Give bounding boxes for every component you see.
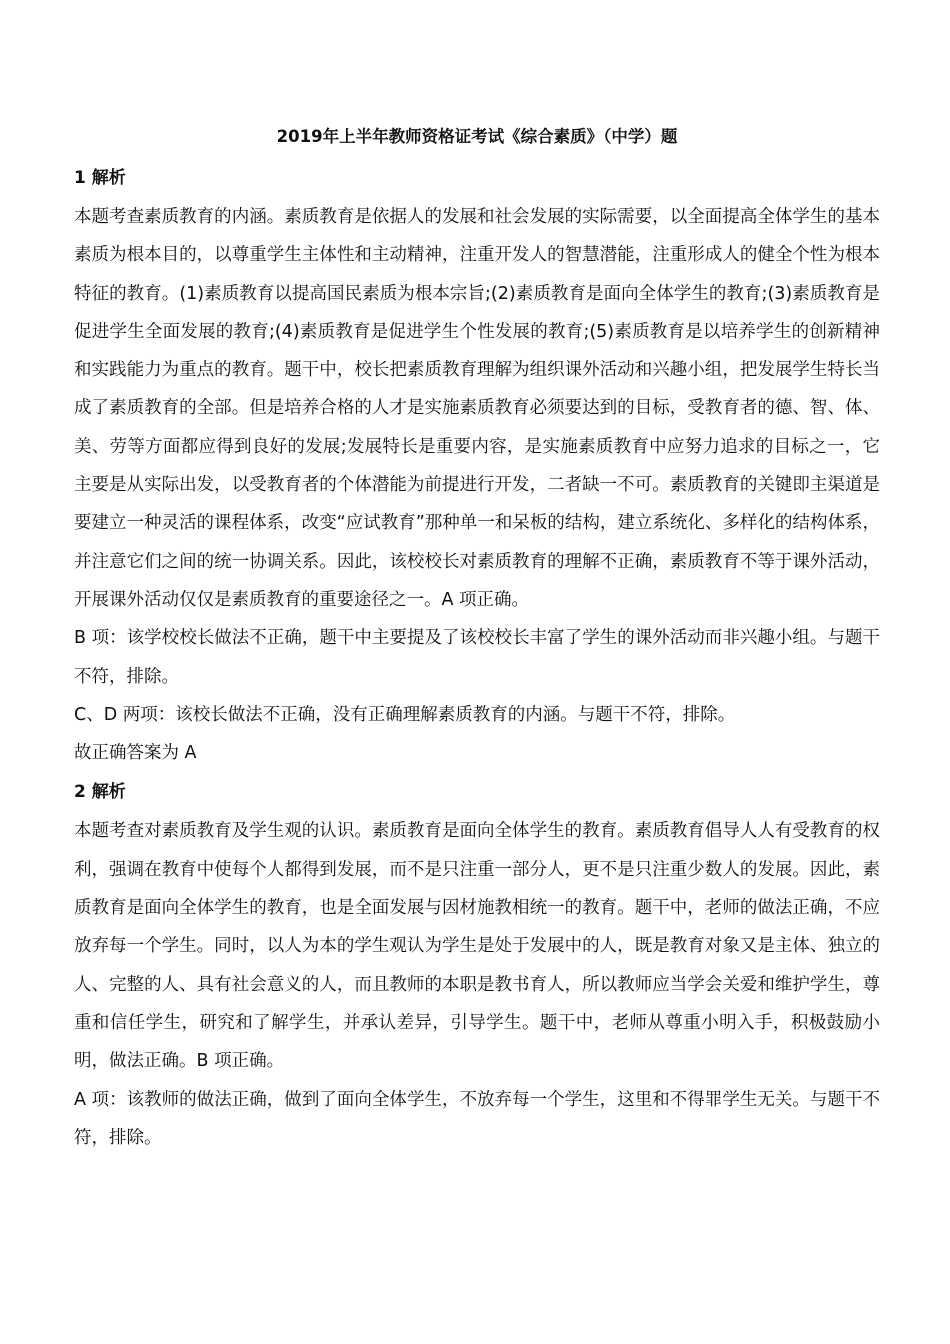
paragraph: C、D 两项：该校长做法不正确，没有正确理解素质教育的内涵。与题干不符，排除。 [74,704,736,725]
section-1 [74,166,880,772]
section-2 [74,780,880,1157]
paragraph: 故正确答案为 A [74,743,197,764]
document-title: 2019年上半年教师资格证考试《综合素质》（中学）题 [276,127,678,146]
paragraph: B 项：该学校校长做法不正确，题干中主要提及了该校校长丰富了学生的课外活动而非兴趣小组。与题干不符，排除。 [74,628,880,687]
section-heading: 2 解析 [74,782,126,803]
paragraph: 本题考查素质教育的内涵。素质教育是依据人的发展和社会发展的实际需要，以全面提高全体学生的基本素质为根本目的，以尊重学生主体性和主动精神，注重开发人的智慧潜能，注重形成人的健全个性为根本特征的教育。(1)素质教育以提高国民素质为根本宗旨;(2)素质教育是面向全体学生的教育;(3)素质教育是促进学生全面发展的教育;(4)素质教育是促进学生个性发展的教育;(5)素质教育是以培养学生的创新精神和实践能力为重点的教育。题干中，校长把素质教育理解为组织课外活动和兴趣小组，把发展学生特长当成了素质教育的全部。但是培养合格的人才是实施素质教育必须要达到的目标，受教育者的德、智、体、美、劳等方面都应得到良好的发展;发展特长是重要内容，是实施素质教育中应努力追求的目标之一，它主要是从实际出发，以受教育者的个体潜能为前提进行开发，二者缺一不可。素质教育的关键即主渠道是要建立一种灵活的课程体系，改变“应试教育”那种单一和呆板的结构，建立系统化、多样化的结构体系，并注意它们之间的统一协调关系。因此，该校校长对素质教育的理解不正确，素质教育不等于课外活动，开展课外活动仅仅是素质教育的重要途径之一。A 项正确。 [74,207,880,610]
document-page [74,120,880,1157]
paragraph: A 项：该教师的做法正确，做到了面向全体学生，不放弃每一个学生，这里和不得罪学生无关。与题干不符，排除。 [74,1089,880,1148]
section-gap [74,772,880,780]
paragraph: 本题考查对素质教育及学生观的认识。素质教育是面向全体学生的教育。素质教育倡导人人有受教育的权利，强调在教育中使每个人都得到发展，而不是只注重一部分人，更不是只注重少数人的发展。因此，素质教育是面向全体学生的教育，也是全面发展与因材施教相统一的教育。题干中，老师的做法正确，不应放弃每一个学生。同时，以人为本的学生观认为学生是处于发展中的人，既是教育对象又是主体、独立的人、完整的人、具有社会意义的人，而且教师的本职是教书育人，所以教师应当学会关爱和维护学生，尊重和信任学生，研究和了解学生，并承认差异，引导学生。题干中，老师从尊重小明入手，积极鼓励小明，做法正确。B 项正确。 [74,821,880,1072]
section-heading: 1 解析 [74,168,126,188]
